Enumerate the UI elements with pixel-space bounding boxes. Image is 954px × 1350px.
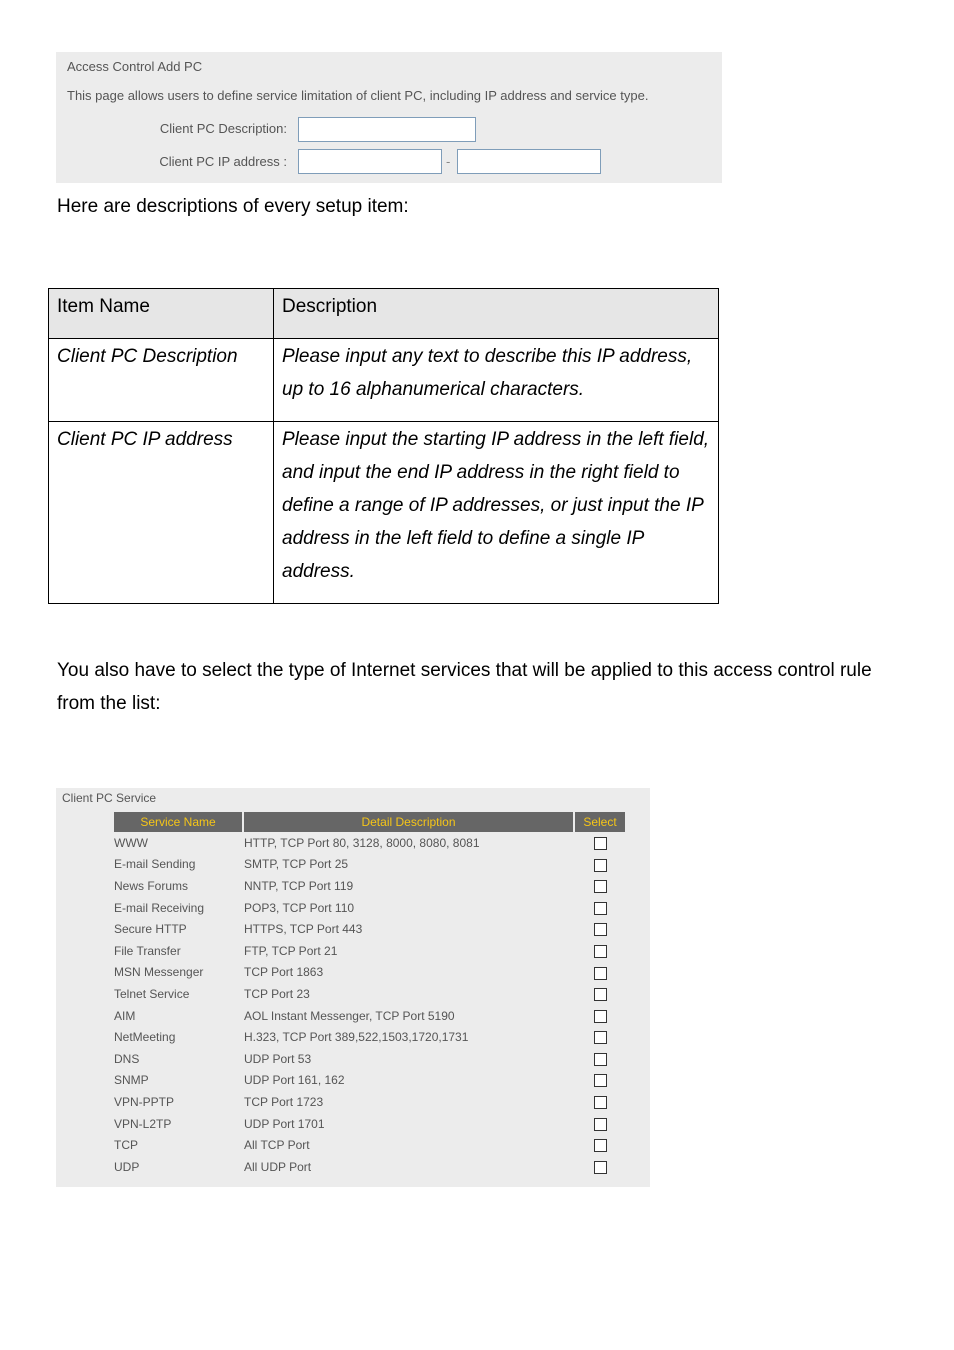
select-cell [575, 1026, 625, 1048]
panel-title: Access Control Add PC [67, 59, 203, 74]
header-description: Description [274, 289, 719, 339]
service-row [114, 1048, 625, 1070]
service-select-checkbox[interactable] [594, 1139, 607, 1152]
service-row [114, 1070, 625, 1092]
services-instruction-text: You also have to select the type of Internet services that will be applied to this access control rule from the list: [57, 660, 872, 714]
select-cell [575, 1048, 625, 1070]
service-row [114, 875, 625, 897]
service-panel-title: Client PC Service [62, 791, 157, 805]
select-cell [575, 1005, 625, 1027]
service-detail: UDP Port 53 [244, 1051, 312, 1066]
service-table-header [114, 812, 625, 832]
intro-text: Here are descriptions of every setup item: [57, 196, 409, 217]
service-detail: H.323, TCP Port 389,522,1503,1720,1731 [244, 1030, 469, 1045]
ip-start-input[interactable] [298, 149, 442, 174]
service-detail: All UDP Port [244, 1159, 312, 1174]
service-select-checkbox[interactable] [594, 880, 607, 893]
client-pc-ip-label: Client PC IP address : [159, 154, 287, 169]
service-detail: UDP Port 161, 162 [244, 1073, 345, 1088]
select-cell [575, 832, 625, 854]
service-name: File Transfer [114, 943, 181, 958]
service-detail: SMTP, TCP Port 25 [244, 857, 349, 872]
service-detail: AOL Instant Messenger, TCP Port 5190 [244, 1008, 455, 1023]
service-name: TCP [114, 1138, 138, 1153]
ip-range-separator: - [446, 154, 451, 169]
service-select-checkbox[interactable] [594, 923, 607, 936]
select-cell [575, 854, 625, 876]
item-description-cell: Please input any text to describe this IP address, up to 16 alphanumerical characters. [274, 339, 719, 422]
service-table [112, 812, 627, 1178]
service-detail: NNTP, TCP Port 119 [244, 878, 354, 893]
service-row [114, 940, 625, 962]
header-item-name: Item Name [49, 289, 274, 339]
service-detail: POP3, TCP Port 110 [244, 900, 355, 915]
access-control-panel [56, 52, 722, 183]
service-row [114, 1156, 625, 1178]
table-row [49, 422, 719, 604]
panel-description: This page allows users to define service limitation of client PC, including IP address and service type. [67, 88, 649, 103]
header-select: Select [575, 812, 625, 832]
header-service-name: Service Name [114, 812, 242, 832]
select-cell [575, 918, 625, 940]
service-row [114, 918, 625, 940]
item-description-table [48, 288, 719, 604]
service-name: Secure HTTP [114, 922, 187, 937]
service-select-checkbox[interactable] [594, 988, 607, 1001]
service-select-checkbox[interactable] [594, 1031, 607, 1044]
service-row [114, 1005, 625, 1027]
select-cell [575, 875, 625, 897]
ip-end-input[interactable] [457, 149, 601, 174]
service-name: Telnet Service [114, 986, 190, 1001]
header-detail-description: Detail Description [244, 812, 573, 832]
client-pc-description-input[interactable] [298, 117, 476, 142]
service-row [114, 983, 625, 1005]
select-cell [575, 1156, 625, 1178]
service-select-checkbox[interactable] [594, 1074, 607, 1087]
table-header-row [49, 289, 719, 339]
service-detail: UDP Port 1701 [244, 1116, 325, 1131]
select-cell [575, 1134, 625, 1156]
service-select-checkbox[interactable] [594, 1053, 607, 1066]
select-cell [575, 1091, 625, 1113]
select-cell [575, 940, 625, 962]
service-detail: TCP Port 1723 [244, 1094, 324, 1109]
select-cell [575, 1070, 625, 1092]
service-detail: HTTP, TCP Port 80, 3128, 8000, 8080, 8081 [244, 835, 480, 850]
table-row [49, 339, 719, 422]
service-detail: TCP Port 23 [244, 986, 310, 1001]
service-select-checkbox[interactable] [594, 1118, 607, 1131]
client-pc-service-panel [56, 788, 650, 1187]
service-select-checkbox[interactable] [594, 837, 607, 850]
service-name: NetMeeting [114, 1030, 176, 1045]
service-select-checkbox[interactable] [594, 859, 607, 872]
service-detail: HTTPS, TCP Port 443 [244, 922, 363, 937]
select-cell [575, 897, 625, 919]
service-select-checkbox[interactable] [594, 945, 607, 958]
service-name: E-mail Sending [114, 857, 196, 872]
service-name: MSN Messenger [114, 965, 204, 980]
service-name: AIM [114, 1008, 136, 1023]
select-cell [575, 1113, 625, 1135]
service-name: UDP [114, 1159, 140, 1174]
select-cell [575, 983, 625, 1005]
service-select-checkbox[interactable] [594, 967, 607, 980]
service-name: SNMP [114, 1073, 149, 1088]
item-name-cell: Client PC Description [49, 339, 274, 422]
service-detail: TCP Port 1863 [244, 965, 324, 980]
service-row [114, 1026, 625, 1048]
service-row [114, 897, 625, 919]
service-detail: All TCP Port [244, 1138, 310, 1153]
service-name: News Forums [114, 878, 189, 893]
service-name: DNS [114, 1051, 140, 1066]
service-detail: FTP, TCP Port 21 [244, 943, 338, 958]
service-name: VPN-PPTP [114, 1094, 175, 1109]
service-row [114, 962, 625, 984]
service-select-checkbox[interactable] [594, 1010, 607, 1023]
service-row [114, 1091, 625, 1113]
service-name: E-mail Receiving [114, 900, 205, 915]
service-row [114, 1134, 625, 1156]
select-cell [575, 962, 625, 984]
service-row [114, 854, 625, 876]
service-name: VPN-L2TP [114, 1116, 172, 1131]
item-name-cell: Client PC IP address [49, 422, 274, 604]
item-description-cell: Please input the starting IP address in the left field, and input the end IP address in the right field to define a range of IP addresses, or just input the IP address in the left field to define a single IP address. [274, 422, 719, 604]
service-select-checkbox[interactable] [594, 902, 607, 915]
service-name: WWW [114, 835, 148, 850]
service-row [114, 1113, 625, 1135]
client-pc-description-label: Client PC Description: [159, 121, 287, 136]
service-select-checkbox[interactable] [594, 1161, 607, 1174]
service-select-checkbox[interactable] [594, 1096, 607, 1109]
service-row [114, 832, 625, 854]
